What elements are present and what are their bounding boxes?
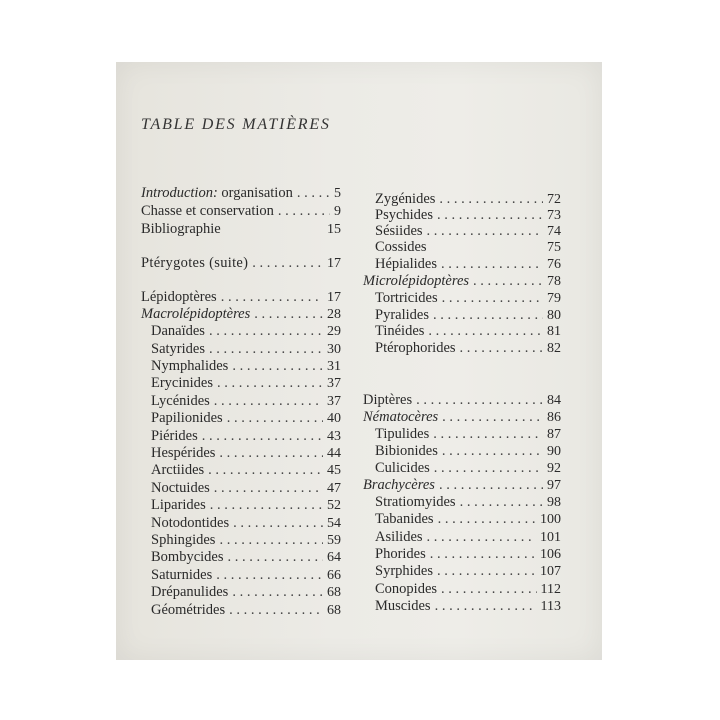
toc-label: Syrphides bbox=[375, 563, 433, 579]
toc-page-number: 68 bbox=[327, 585, 341, 600]
toc-entry bbox=[151, 392, 341, 410]
leader-dots bbox=[473, 272, 543, 290]
toc-label: Psychides bbox=[375, 207, 433, 223]
toc-label: Macrolépidoptères bbox=[141, 306, 251, 322]
leader-dots bbox=[460, 493, 543, 511]
leader-dots bbox=[228, 548, 324, 566]
toc-entry bbox=[363, 408, 561, 426]
toc-page-number: 40 bbox=[327, 411, 341, 426]
page-title: TABLE DES MATIÈRES bbox=[141, 116, 331, 133]
toc-label: Notodontides bbox=[151, 515, 230, 531]
toc-entry bbox=[363, 391, 561, 409]
toc-label: Saturnides bbox=[151, 567, 213, 583]
toc-entry bbox=[151, 340, 341, 358]
toc-label: Hépialides bbox=[375, 256, 438, 272]
leader-dots bbox=[428, 322, 543, 340]
toc-label: Culicides bbox=[375, 460, 430, 476]
toc-entry bbox=[375, 238, 561, 256]
toc-label: Bombycides bbox=[151, 549, 224, 565]
leader-dots bbox=[460, 339, 543, 357]
toc-entry bbox=[151, 357, 341, 375]
toc-entry bbox=[141, 202, 341, 220]
toc-page-number: 64 bbox=[327, 550, 341, 565]
toc-page-number: 45 bbox=[327, 463, 341, 478]
leader-dots bbox=[434, 459, 543, 477]
toc-entry bbox=[151, 496, 341, 514]
toc-page-number: 87 bbox=[547, 427, 561, 442]
toc-page-number: 86 bbox=[547, 410, 561, 425]
leader-dots bbox=[233, 514, 323, 532]
leader-dots bbox=[227, 409, 323, 427]
leader-dots bbox=[435, 597, 537, 615]
toc-label: Brachycères bbox=[363, 477, 435, 493]
toc-entry bbox=[375, 493, 561, 511]
toc-label: Nymphalides bbox=[151, 358, 229, 374]
toc-page-number: 9 bbox=[334, 204, 341, 219]
toc-entry-section bbox=[141, 254, 341, 272]
toc-label: Microlépidoptères bbox=[363, 273, 470, 289]
leader-dots bbox=[214, 479, 323, 497]
toc-page-number: 44 bbox=[327, 446, 341, 461]
toc-page-number: 97 bbox=[547, 478, 561, 493]
toc-label: Nématocères bbox=[363, 409, 439, 425]
toc-label: Piérides bbox=[151, 428, 198, 444]
toc-label: Diptères bbox=[363, 392, 413, 408]
toc-entry bbox=[375, 545, 561, 563]
toc-entry bbox=[151, 479, 341, 497]
toc-label: Lycénides bbox=[151, 393, 210, 409]
leader-dots bbox=[209, 322, 323, 340]
toc-entry bbox=[151, 583, 341, 601]
leader-dots bbox=[214, 392, 323, 410]
toc-entry bbox=[375, 442, 561, 460]
toc-page-number: 66 bbox=[327, 568, 341, 583]
toc-entry bbox=[363, 272, 561, 290]
leader-dots bbox=[442, 289, 543, 307]
toc-page-number: 74 bbox=[547, 224, 561, 239]
leader-dots bbox=[232, 357, 323, 375]
toc-entry bbox=[375, 580, 561, 598]
toc-label: Ptérophorides bbox=[375, 340, 456, 356]
toc-label: Lépidoptères bbox=[141, 289, 217, 305]
leader-dots bbox=[219, 444, 323, 462]
toc-entry bbox=[151, 461, 341, 479]
toc-label: Bibliographie bbox=[141, 221, 221, 237]
leader-dots bbox=[229, 601, 323, 619]
toc-entry bbox=[141, 288, 341, 306]
leader-dots bbox=[221, 288, 323, 306]
toc-label: Sphingides bbox=[151, 532, 216, 548]
toc-page-number: 112 bbox=[540, 582, 561, 597]
toc-page-number: 84 bbox=[547, 393, 561, 408]
leader-dots bbox=[416, 391, 543, 409]
toc-entry bbox=[151, 374, 341, 392]
toc-entry bbox=[375, 339, 561, 357]
leader-dots bbox=[297, 184, 330, 202]
toc-entry bbox=[151, 566, 341, 584]
leader-dots bbox=[232, 583, 323, 601]
toc-entry bbox=[375, 459, 561, 477]
toc-entry bbox=[375, 425, 561, 443]
toc-label: Sésiides bbox=[375, 223, 423, 239]
toc-label: Muscides bbox=[375, 598, 431, 614]
toc-page-number: 72 bbox=[547, 192, 561, 207]
toc-page-number: 113 bbox=[540, 599, 561, 614]
leader-dots bbox=[219, 531, 323, 549]
toc-page-number: 37 bbox=[327, 376, 341, 391]
toc-page-number: 73 bbox=[547, 208, 561, 223]
toc-page-number: 90 bbox=[547, 444, 561, 459]
toc-entry bbox=[151, 427, 341, 445]
leader-dots bbox=[278, 202, 330, 220]
toc-page-number: 68 bbox=[327, 603, 341, 618]
toc-label: Géométrides bbox=[151, 602, 226, 618]
toc-page-number: 100 bbox=[540, 512, 561, 527]
toc-page-number: 82 bbox=[547, 341, 561, 356]
toc-label: Danaïdes bbox=[151, 323, 205, 339]
toc-label: Cossides bbox=[375, 239, 427, 255]
toc-page-number: 29 bbox=[327, 324, 341, 339]
leader-dots bbox=[216, 566, 323, 584]
toc-label: organisation bbox=[217, 185, 293, 201]
leader-dots bbox=[437, 562, 536, 580]
toc-label: Tipulides bbox=[375, 426, 430, 442]
toc-page-number: 76 bbox=[547, 257, 561, 272]
toc-entry bbox=[151, 514, 341, 532]
toc-entry bbox=[363, 476, 561, 494]
leader-dots bbox=[441, 580, 536, 598]
toc-entry bbox=[151, 444, 341, 462]
leader-dots bbox=[208, 461, 323, 479]
leader-dots bbox=[427, 528, 536, 546]
toc-page-number: 98 bbox=[547, 495, 561, 510]
toc-page-number: 47 bbox=[327, 481, 341, 496]
toc-entry bbox=[375, 322, 561, 340]
toc-page-number: 52 bbox=[327, 498, 341, 513]
toc-label: Asilides bbox=[375, 529, 423, 545]
toc-entry bbox=[151, 531, 341, 549]
leader-dots bbox=[254, 305, 323, 323]
toc-entry bbox=[151, 548, 341, 566]
toc-page-number: 80 bbox=[547, 308, 561, 323]
toc-entry bbox=[375, 528, 561, 546]
leader-dots bbox=[433, 425, 543, 443]
toc-page-number: 78 bbox=[547, 274, 561, 289]
toc-page-number: 81 bbox=[547, 324, 561, 339]
toc-entry bbox=[375, 597, 561, 615]
toc-page-number: 28 bbox=[327, 307, 341, 322]
toc-entry bbox=[141, 220, 341, 238]
toc-label: Bibionides bbox=[375, 443, 438, 459]
toc-page-number: 37 bbox=[327, 394, 341, 409]
toc-page-number: 107 bbox=[540, 564, 561, 579]
toc-page-number: 59 bbox=[327, 533, 341, 548]
toc-label: Erycinides bbox=[151, 375, 214, 391]
toc-page-number: 17 bbox=[327, 290, 341, 305]
toc-page-number: 17 bbox=[327, 256, 341, 271]
toc-entry bbox=[151, 322, 341, 340]
leader-dots bbox=[209, 340, 323, 358]
toc-entry bbox=[375, 289, 561, 307]
toc-entry bbox=[375, 562, 561, 580]
toc-page-number: 92 bbox=[547, 461, 561, 476]
toc-page-number: 15 bbox=[327, 222, 341, 237]
toc-label: Hespérides bbox=[151, 445, 216, 461]
toc-label: Zygénides bbox=[375, 191, 436, 207]
leader-dots bbox=[442, 408, 543, 426]
toc-page-number: 54 bbox=[327, 516, 341, 531]
toc-page-number: 5 bbox=[334, 186, 341, 201]
toc-entry bbox=[151, 409, 341, 427]
toc-label: Phorides bbox=[375, 546, 426, 562]
toc-page-number: 106 bbox=[540, 547, 561, 562]
toc-label: Stratiomyides bbox=[375, 494, 456, 510]
leader-dots bbox=[439, 476, 543, 494]
toc-label: Drépanulides bbox=[151, 584, 229, 600]
toc-page-number: 43 bbox=[327, 429, 341, 444]
toc-entry-introduction bbox=[141, 184, 341, 202]
leader-dots bbox=[202, 427, 323, 445]
toc-label: Tabanides bbox=[375, 511, 434, 527]
toc-page-number: 79 bbox=[547, 291, 561, 306]
leader-dots bbox=[441, 255, 543, 273]
toc-page-number: 30 bbox=[327, 342, 341, 357]
leader-dots bbox=[210, 496, 323, 514]
leader-dots bbox=[438, 510, 536, 528]
leader-dots bbox=[442, 442, 543, 460]
toc-label: Tinéides bbox=[375, 323, 425, 339]
toc-label: Conopides bbox=[375, 581, 438, 597]
toc-entry bbox=[375, 510, 561, 528]
leader-dots bbox=[430, 545, 536, 563]
toc-page-number: 31 bbox=[327, 359, 341, 374]
toc-label-italic: Introduction: bbox=[141, 185, 218, 201]
leader-dots bbox=[217, 374, 323, 392]
toc-label: Pyralides bbox=[375, 307, 429, 323]
toc-label: Arctiides bbox=[151, 462, 205, 478]
toc-label: Satyrides bbox=[151, 341, 205, 357]
toc-label: Tortricides bbox=[375, 290, 438, 306]
toc-entry bbox=[375, 255, 561, 273]
toc-page-number: 75 bbox=[547, 240, 561, 255]
toc-page-number: 101 bbox=[540, 530, 561, 545]
leader-dots bbox=[252, 254, 323, 272]
toc-label: Papilionides bbox=[151, 410, 223, 426]
toc-entry bbox=[141, 305, 341, 323]
toc-label: Noctuides bbox=[151, 480, 210, 496]
toc-label: Ptérygotes (suite) bbox=[141, 255, 249, 271]
toc-entry bbox=[151, 601, 341, 619]
toc-label: Liparides bbox=[151, 497, 206, 513]
toc-label: Chasse et conservation bbox=[141, 203, 274, 219]
